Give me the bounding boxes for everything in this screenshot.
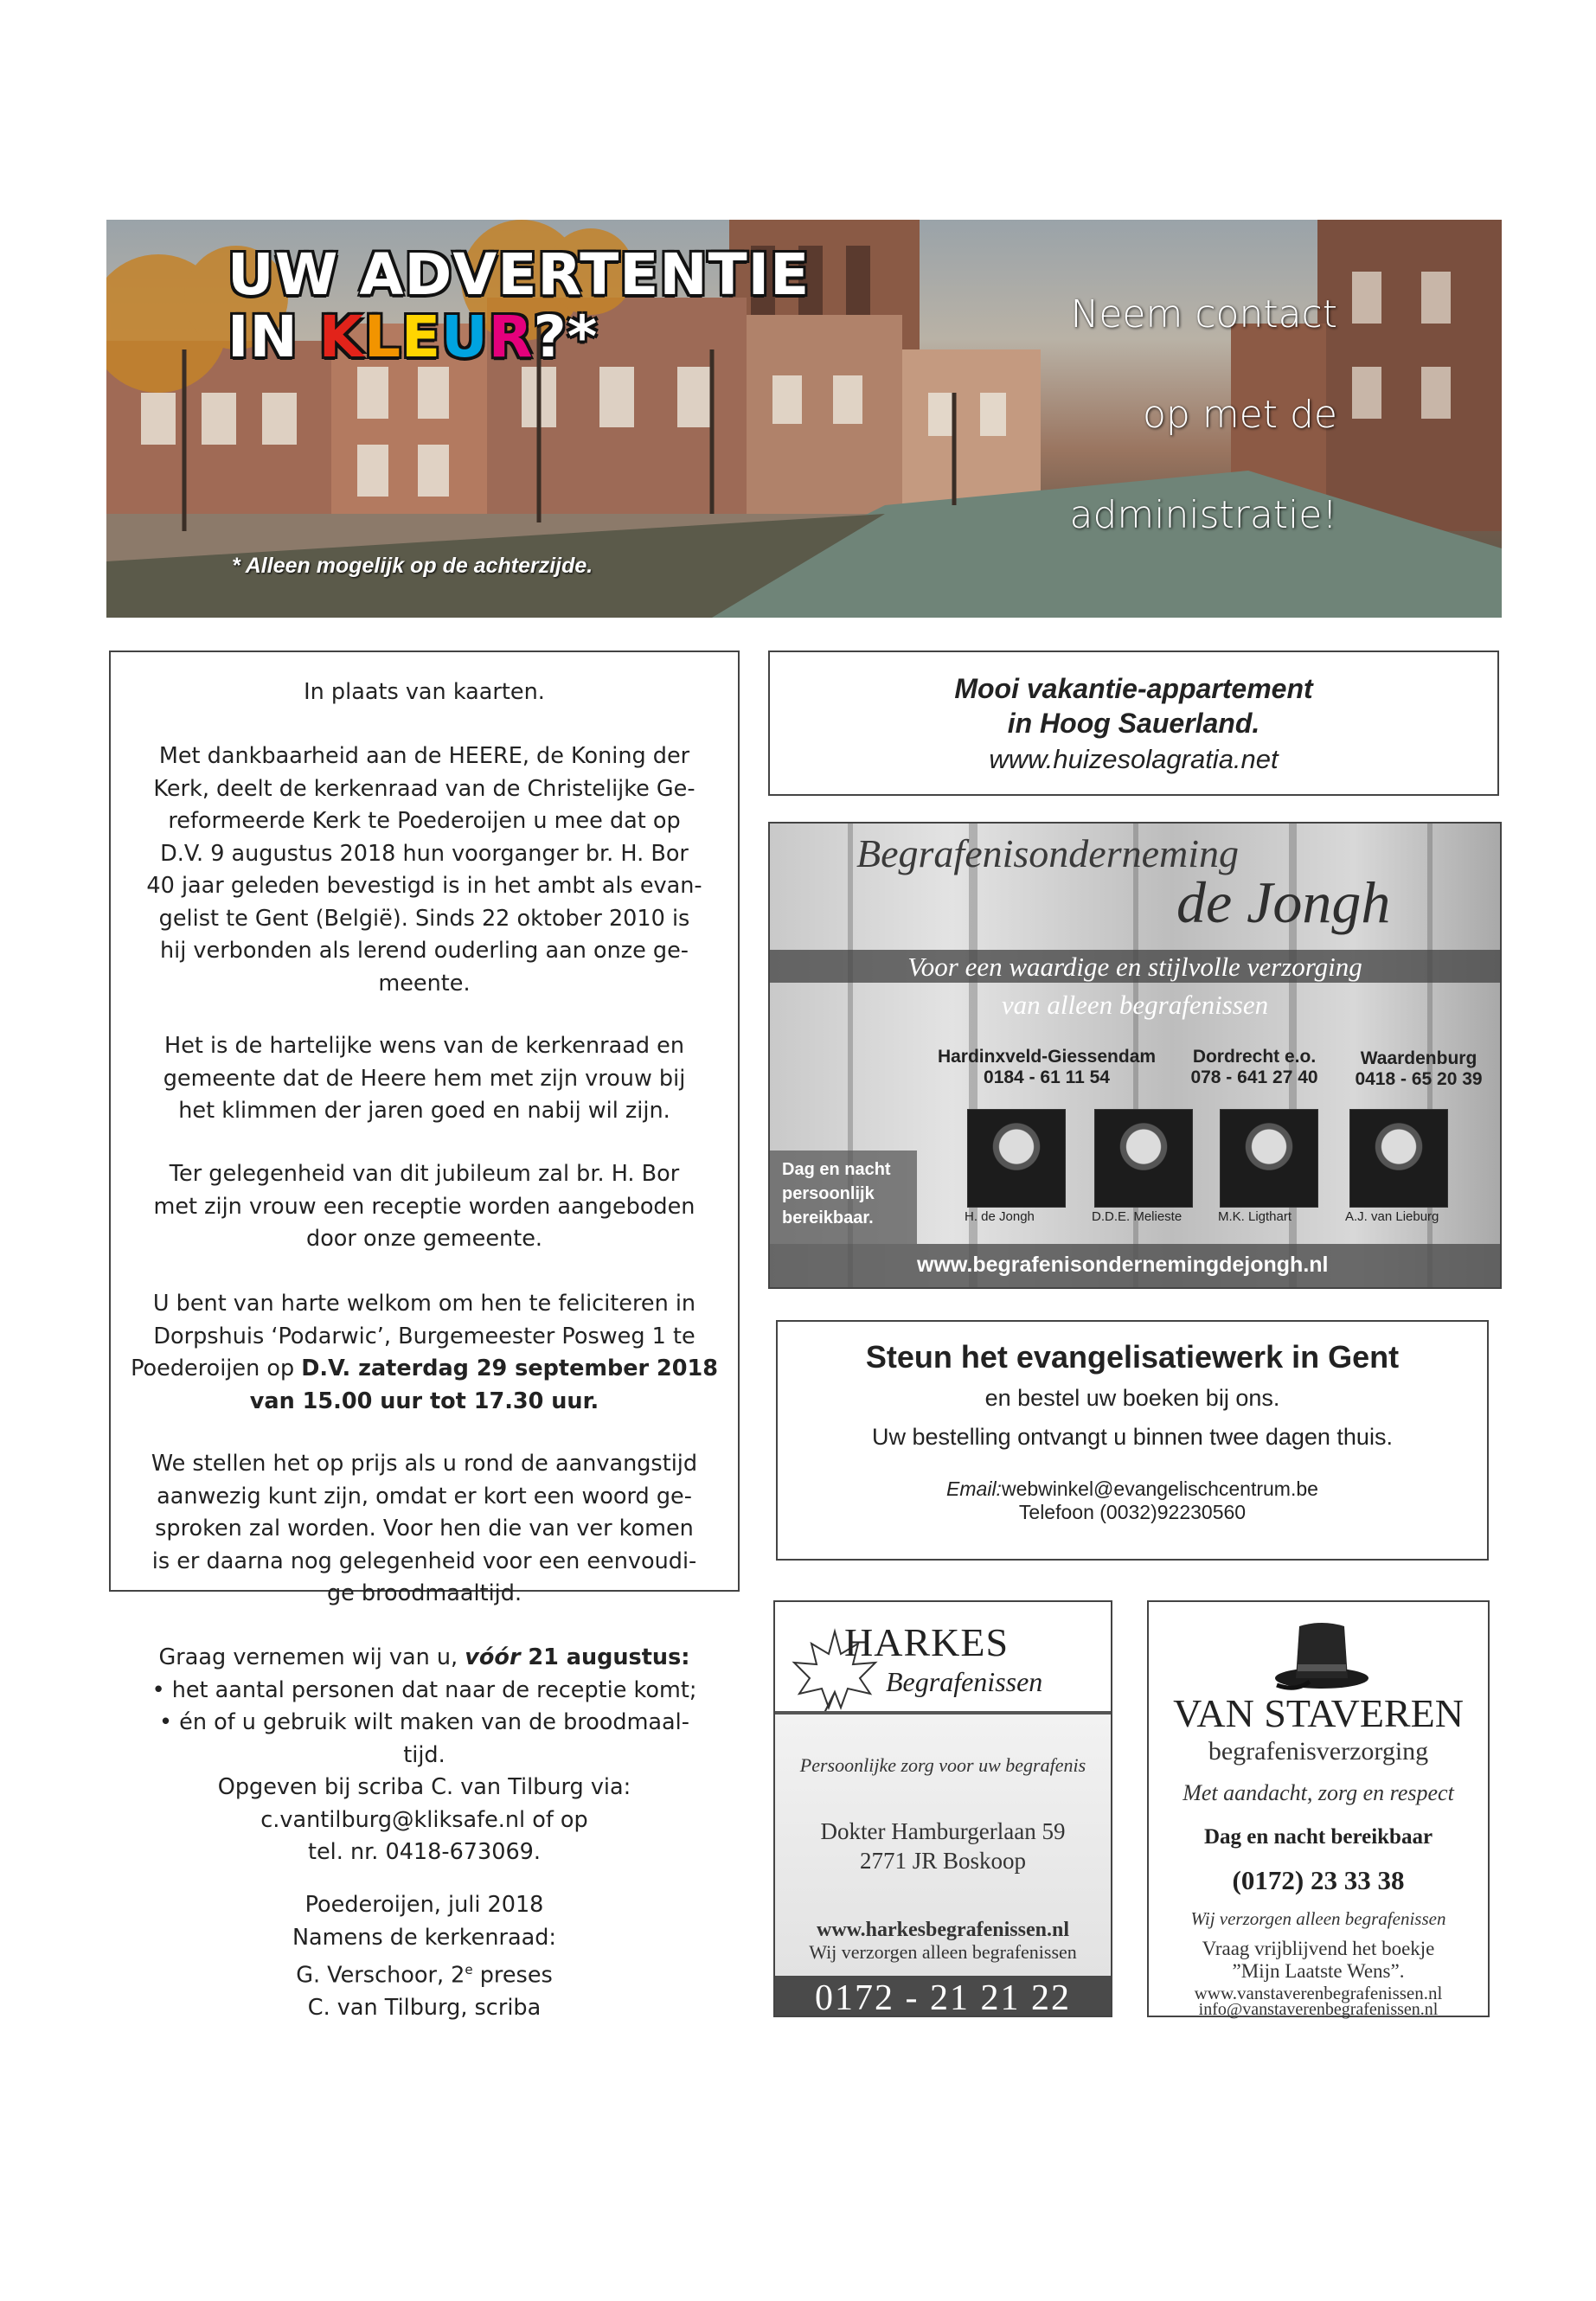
contact-line-2: op met de: [1142, 393, 1337, 437]
text-line: is er daarna nog gelegenheid voor een eenvoudi-: [151, 1548, 697, 1574]
top-hat-icon: [1270, 1618, 1374, 1692]
de-jongh-url: www.begrafenisondernemingdejongh.nl: [917, 1253, 1329, 1277]
staveren-phone: (0172) 23 33 38: [1232, 1865, 1405, 1895]
banner-headline-in: IN: [228, 304, 319, 370]
announcement-rsvp: [111, 1642, 738, 1869]
contact-email: c.vantilburg@kliksafe.nl of op: [260, 1806, 588, 1833]
text-line: Poederoijen, juli 2018: [304, 1892, 544, 1918]
text-line: ge broodmaaltijd.: [326, 1580, 522, 1606]
portrait-photo: [1220, 1109, 1318, 1208]
text-span: Poederoijen op: [131, 1356, 302, 1381]
person-name: H. de Jongh: [965, 1209, 1035, 1224]
text-line: Ter gelegenheid van dit jubileum zal br. H. Bor: [169, 1161, 680, 1187]
staveren-ask-1: Vraag vrijblijvend het boekje: [1202, 1938, 1435, 1959]
availability-text: [782, 1157, 891, 1230]
text-line: D.V. 9 augustus 2018 hun voorganger br. H. Bor: [160, 840, 689, 867]
text-line: gemeente dat de Heere hem met zijn vrouw bij: [163, 1065, 686, 1092]
funeral-ad-de-jongh: [768, 822, 1502, 1289]
harkes-sub: Begrafenissen: [886, 1666, 1043, 1697]
kleur-word: [319, 304, 534, 370]
office-phone: 0418 - 65 20 39: [1355, 1069, 1483, 1089]
color-ad-banner: [106, 220, 1502, 618]
person-name: M.K. Ligthart: [1218, 1209, 1292, 1224]
harkes-phone: 0172 - 21 21 22: [815, 1978, 1071, 2017]
text-line: [111, 1954, 738, 1992]
text-span: e: [465, 1962, 473, 1977]
kleur-letter: E: [401, 304, 442, 370]
kleur-letter: U: [441, 304, 489, 370]
harkes-url: www.harkesbegrafenissen.nl: [816, 1919, 1070, 1941]
office-place: Dordrecht e.o.: [1192, 1047, 1317, 1067]
banner-headline: [228, 241, 811, 370]
harkes-name: HARKES: [844, 1620, 1010, 1664]
staveren-sub: begrafenisverzorging: [1208, 1737, 1429, 1766]
office-3: [1341, 1048, 1497, 1090]
evangelisation-line-2: Uw bestelling ontvangt u binnen twee dagen thuis.: [872, 1424, 1393, 1450]
text-line: [111, 1642, 738, 1675]
text-line: Opgeven bij scriba C. van Tilburg via:: [217, 1774, 631, 1800]
harkes-tagline: Persoonlijke zorg voor uw begrafenis: [799, 1754, 1086, 1776]
staveren-url: www.vanstaverenbegrafenissen.nl: [1194, 1983, 1443, 2003]
portrait-photo: [967, 1109, 1066, 1208]
text-span: preses: [472, 1962, 553, 1989]
text-line: C. van Tilburg, scriba: [307, 1995, 542, 2021]
office-1: [921, 1047, 1172, 1088]
text-line: Kerk, deelt de kerkenraad van de Christelijke Ge-: [153, 775, 695, 802]
harkes-address-2: 2771 JR Boskoop: [859, 1848, 1027, 1874]
announcement-paragraph-2: [111, 1030, 738, 1128]
harkes-address-1: Dokter Hamburgerlaan 59: [820, 1818, 1066, 1844]
text-line: Dorpshuis ‘Podarwic’, Burgemeester Posweg 1 te: [153, 1323, 695, 1349]
text-line: • het aantal personen dat naar de receptie komt;: [151, 1676, 697, 1703]
email-address: webwinkel@evangelischcentrum.be: [1001, 1477, 1318, 1500]
evangelisation-email: [778, 1477, 1487, 1501]
text-span: G. Verschoor, 2: [296, 1962, 465, 1989]
text-line: U bent van harte welkom om hen te feliciteren in: [152, 1291, 696, 1317]
announcement-signature: [111, 1889, 738, 2025]
text-line: aanwezig kunt zijn, omdat er kort een woord ge-: [157, 1483, 692, 1509]
rsvp-deadline: 21 augustus:: [520, 1644, 690, 1670]
vacation-ad-line1: Mooi vakantie-appartement: [954, 673, 1313, 704]
text-line: meente.: [378, 970, 471, 997]
banner-headline-suffix: ?*: [533, 304, 599, 370]
text-line: bereikbaar.: [782, 1208, 874, 1227]
de-jongh-tagline-2: van alleen begrafenissen: [1001, 990, 1269, 1020]
de-jongh-title-1: Begrafenisonderneming: [856, 831, 1240, 875]
text-line: • én of u gebruik wilt maken van de broodmaal-: [159, 1709, 689, 1735]
text-line: reformeerde Kerk te Poederoijen u mee dat op: [168, 808, 681, 834]
text-line: [111, 1353, 738, 1386]
text-line: door onze gemeente.: [306, 1226, 542, 1252]
staveren-availability: Dag en nacht bereikbaar: [1203, 1825, 1433, 1849]
text-span: Graag vernemen wij van u,: [158, 1644, 465, 1670]
de-jongh-title-2: de Jongh: [1176, 869, 1391, 935]
reception-date: D.V. zaterdag 29 september 2018: [301, 1356, 718, 1381]
contact-line-3: administratie!: [1069, 493, 1337, 537]
jubilee-announcement: [109, 651, 740, 2021]
kleur-letter: L: [363, 304, 401, 370]
person-name: D.D.E. Melieste: [1092, 1209, 1183, 1224]
vacation-ad-line2: in Hoog Sauerland.: [1007, 708, 1260, 739]
banner-headline-line2: [228, 306, 810, 369]
office-place: Hardinxveld-Giessendam: [937, 1047, 1157, 1067]
office-2: [1168, 1047, 1341, 1088]
reception-time: van 15.00 uur tot 17.30 uur.: [249, 1388, 599, 1414]
portrait-photo: [1349, 1109, 1448, 1208]
text-line: het klimmen der jaren goed en nabij wil zijn.: [178, 1098, 670, 1124]
contact-phone: tel. nr. 0418-673069.: [307, 1839, 542, 1865]
harkes-footer: Wij verzorgen alleen begrafenissen: [809, 1941, 1077, 1963]
text-line: Dag en nacht: [782, 1160, 891, 1179]
person-name: A.J. van Lieburg: [1345, 1209, 1439, 1224]
staveren-tagline: Met aandacht, zorg en respect: [1183, 1780, 1454, 1805]
announcement-paragraph-3: [111, 1158, 738, 1256]
banner-footnote: * Alleen mogelijk op de achterzijde.: [232, 554, 593, 578]
text-line: Namens de kerkenraad:: [292, 1924, 557, 1951]
office-phone: 0184 - 61 11 54: [984, 1067, 1110, 1087]
contact-line-1: Neem contact: [1070, 292, 1337, 336]
announcement-intro: In plaats van kaarten.: [304, 679, 545, 705]
funeral-ad-van-staveren: [1147, 1600, 1490, 2017]
announcement-invitation: [111, 1288, 738, 1418]
funeral-ad-harkes: [773, 1600, 1112, 2017]
evangelisation-ad: [776, 1320, 1489, 1561]
staveren-email: info@vanstaverenbegrafenissen.nl: [1198, 2000, 1439, 2019]
text-span: vóór: [465, 1644, 521, 1670]
text-line: sproken zal worden. Voor hen die van ver komen: [155, 1516, 694, 1541]
de-jongh-tagline-1: Voor een waardige en stijlvolle verzorging: [907, 952, 1362, 982]
text-line: We stellen het op prijs als u rond de aanvangstijd: [151, 1451, 698, 1477]
office-place: Waardenburg: [1360, 1048, 1477, 1068]
evangelisation-title: Steun het evangelisatiewerk in Gent: [865, 1339, 1400, 1375]
announcement-paragraph-4: [111, 1448, 738, 1611]
evangelisation-phone: Telefoon (0032)92230560: [1018, 1501, 1247, 1523]
banner-headline-line1: UW ADVERTENTIE: [228, 241, 811, 308]
office-phone: 078 - 641 27 40: [1190, 1067, 1318, 1087]
text-line: hij verbonden als lerend ouderling aan onze ge-: [159, 938, 689, 964]
vacation-apartment-ad: [768, 651, 1499, 796]
staveren-only: Wij verzorgen alleen begrafenissen: [1190, 1908, 1446, 1929]
text-line: met zijn vrouw een receptie worden aangeboden: [153, 1193, 695, 1220]
text-line: Met dankbaarheid aan de HEERE, de Koning der: [158, 743, 690, 769]
text-line: gelist te Gent (België). Sinds 22 oktober 2010 is: [158, 905, 690, 932]
text-line: tijd.: [403, 1741, 445, 1768]
evangelisation-line-1: en bestel uw boeken bij ons.: [984, 1385, 1280, 1411]
vacation-ad-url: www.huizesolagratia.net: [989, 744, 1279, 774]
kleur-letter: R: [488, 304, 534, 370]
staveren-ask-2: ”Mijn Laatste Wens”.: [1232, 1960, 1405, 1982]
kleur-letter: K: [318, 304, 364, 370]
email-label: Email:: [946, 1477, 1002, 1500]
portrait-photo: [1094, 1109, 1193, 1208]
text-line: persoonlijk: [782, 1184, 875, 1203]
staveren-name: VAN STAVEREN: [1173, 1691, 1464, 1735]
announcement-paragraph-1: [111, 740, 738, 1000]
text-line: 40 jaar geleden bevestigd is in het ambt als evan-: [146, 873, 702, 899]
text-line: Het is de hartelijke wens van de kerkenraad en: [164, 1033, 684, 1059]
